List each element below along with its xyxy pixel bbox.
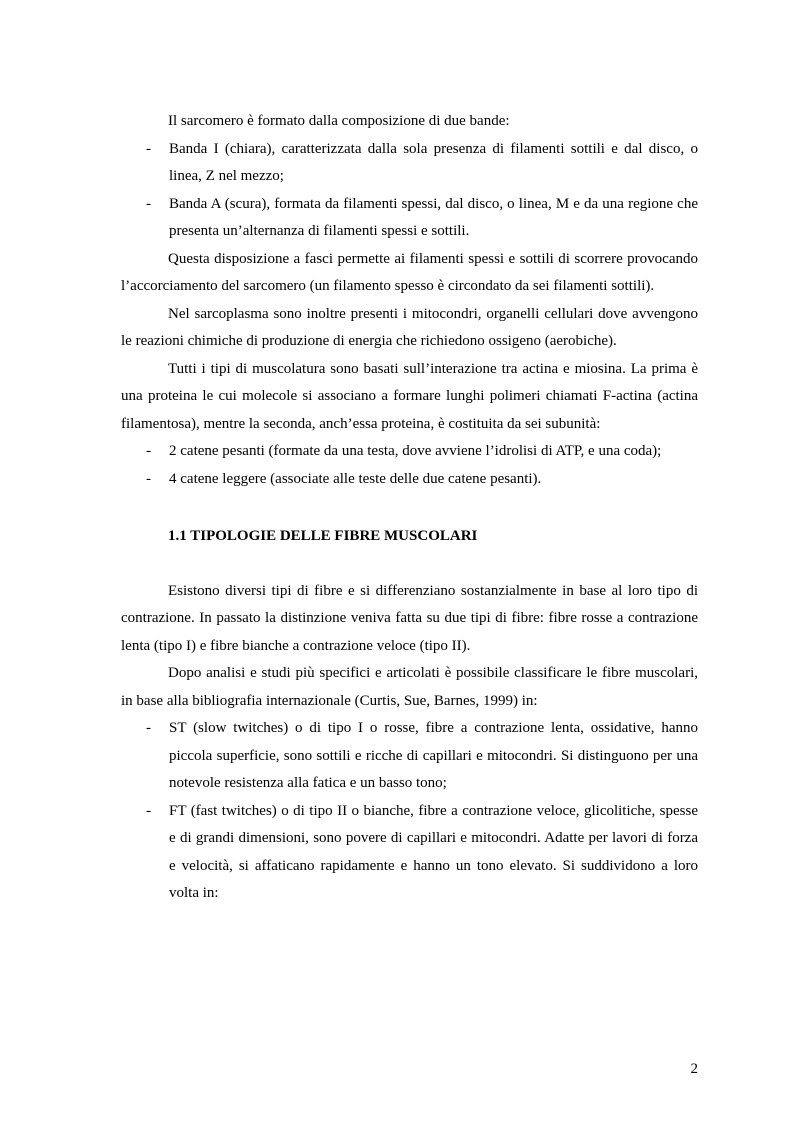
list-item-text: Banda I (chiara), caratterizzata dalla sola presenza di filamenti sottili e dal disco, o linea, Z nel mezzo; [169,140,698,184]
fibres-paragraph: Esistono diversi tipi di fibre e si differenziano sostanzialmente in base al loro tipo di contrazione. In passato la distinzione veniva fatta su due tipi di fibre: fibre rosse a contrazione lenta (tipo I) e fibre bianche a contrazione veloce (tipo II). [121,582,698,654]
list-item [121,715,698,798]
list-item [121,191,698,246]
muscle-types-paragraph: Tutti i tipi di muscolatura sono basati sull’interazione tra actina e miosina. La prima è una proteina le cui molecole si associano a formare lunghi polimeri chiamati F-actina (actina filamentosa), mentre la seconda, anch’essa proteina, è costituita da sei subunità: [121,360,698,432]
list-bullet: - [146,802,151,819]
chains-list [121,438,698,493]
analysis-paragraph: Dopo analisi e studi più specifici e articolati è possibile classificare le fibre muscolari, in base alla bibliografia internazionale (Curtis, Sue, Barnes, 1999) in: [121,665,698,709]
bands-list [121,136,698,246]
list-bullet: - [146,140,151,157]
page-number: 2 [690,1061,698,1077]
list-bullet: - [146,470,151,487]
list-bullet: - [146,195,151,212]
list-item-text: ST (slow twitches) o di tipo I o rosse, fibre a contrazione lenta, ossidative, hanno piccola superficie, sono sottili e ricche di capillari e mitocondri. Si distinguono per una notevole resistenza alla fatica e un basso tono; [169,720,698,791]
sarcoplasm-paragraph: Nel sarcoplasma sono inoltre presenti i mitocondri, organelli cellulari dove avvengono le reazioni chimiche di produzione di energia che richiedono ossigeno (aerobiche). [121,305,698,349]
list-item [121,798,698,908]
list-bullet: - [146,720,151,736]
list-item-text: 2 catene pesanti (formate da una testa, dove avviene l’idrolisi di ATP, e una coda); [169,443,662,459]
list-item [121,136,698,191]
intro-paragraph: Il sarcomero è formato dalla composizione di due bande: [168,113,510,129]
list-bullet: - [146,443,151,459]
fibre-types-list [121,715,698,908]
list-item-text: FT (fast twitches) o di tipo II o bianche, fibre a contrazione veloce, glicolitiche, spesse e di grandi dimensioni, sono povere di capillari e mitocondri. Adatte per lavori di forza e velocità, si affaticano rapidamente e hanno un tono elevato. Si suddividono a loro volta in: [169,802,698,901]
disposition-paragraph: Questa disposizione a fasci permette ai filamenti spessi e sottili di scorrere provocando l’accorciamento del sarcomero (un filamento spesso è circondato da sei filamenti sottili). [121,250,698,294]
list-item-text: 4 catene leggere (associate alle teste delle due catene pesanti). [169,470,542,487]
list-item-text: Banda A (scura), formata da filamenti spessi, dal disco, o linea, M e da una regione che presenta un’alternanza di filamenti spessi e sottili. [169,195,698,239]
list-item [121,438,698,466]
section-heading: 1.1 TIPOLOGIE DELLE FIBRE MUSCOLARI [168,528,478,544]
list-item [121,466,698,494]
